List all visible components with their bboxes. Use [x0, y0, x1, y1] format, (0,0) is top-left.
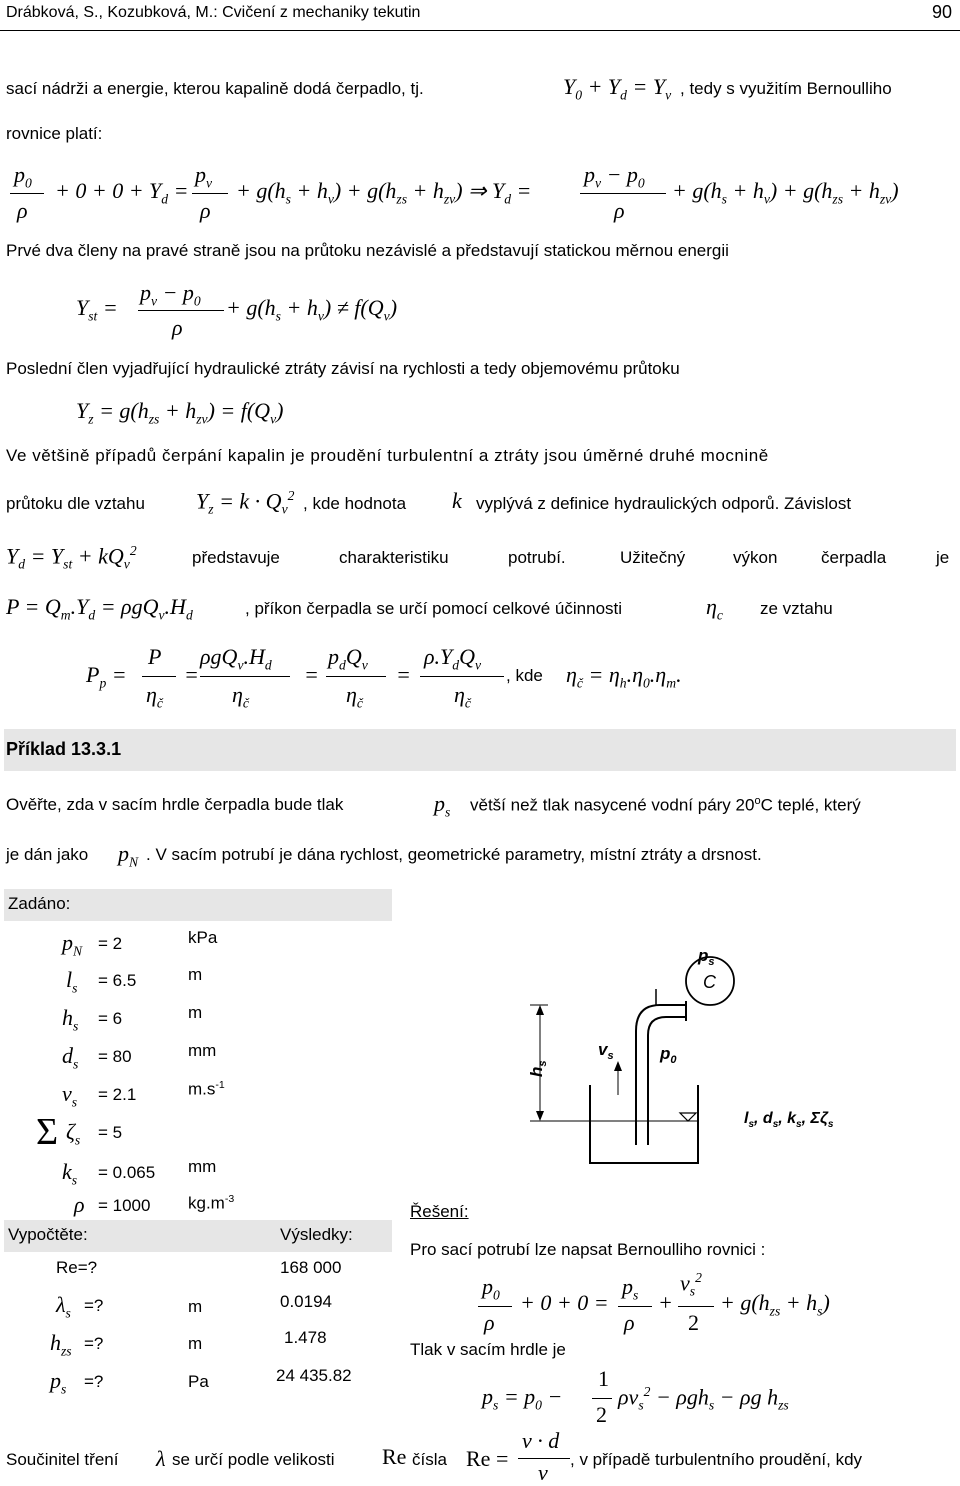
p0-label: $p_0$	[660, 1044, 677, 1066]
page-header	[0, 0, 960, 31]
page-number: 90	[931, 2, 952, 22]
paragraph-text: Užitečný	[620, 548, 686, 567]
equation-inline: λ	[156, 1446, 166, 1471]
paragraph-text: čísla	[412, 1450, 447, 1469]
equation-inline: $p_N$	[118, 841, 139, 870]
paragraph-text: vyplývá z definice hydraulických odporů. Závislost	[476, 494, 852, 513]
vs-label: $v_s$	[598, 1040, 614, 1062]
equation-inline: $P = Q_m.Y_d = \rho gQ_v.H_d$	[6, 594, 193, 623]
equation-inline: k	[452, 488, 462, 513]
paragraph-text: , kde hodnota	[303, 494, 407, 513]
paragraph-text: , příkon čerpadla se určí pomocí celkové účinnosti	[245, 599, 623, 618]
paragraph-text: se určí podle velikosti	[172, 1450, 335, 1469]
paragraph-text: průtoku dle vztahu	[6, 494, 145, 513]
pump-suction-diagram	[500, 945, 955, 1185]
equation-inline: Re	[382, 1444, 407, 1469]
paragraph-text: je dán jako	[6, 845, 89, 864]
paragraph-text: Pro sací potrubí lze napsat Bernoulliho rovnici :	[410, 1240, 766, 1259]
solution-title: Řešení:	[410, 1202, 469, 1221]
paragraph-text: výkon	[733, 548, 778, 567]
paragraph-text: sací nádrži a energie, kterou kapalině dodá čerpadlo, tj.	[6, 79, 424, 98]
paragraph-text: , v případě turbulentního proudění, kdy	[570, 1450, 863, 1469]
hs-label: $h_s$	[527, 1060, 549, 1077]
equation-inline: $p_s$	[434, 791, 451, 820]
paragraph-text: , tedy s využitím Bernoulliho	[680, 79, 892, 98]
c-label: C	[703, 972, 716, 992]
equation-inline: $\eta_c$	[706, 594, 723, 623]
paragraph-text: Prvé dva členy na pravé straně jsou na průtoku nezávislé a představují statickou měrnou energii	[6, 241, 729, 260]
example-header	[4, 729, 956, 771]
paragraph-text: Poslední člen vyjadřující hydraulické ztráty závisí na rychlosti a tedy objemovému průtoku	[6, 359, 680, 378]
paragraph-text: představuje	[192, 548, 280, 567]
paragraph-text: charakteristiku	[339, 548, 449, 567]
compute-header	[4, 1220, 392, 1252]
paragraph-text: rovnice platí:	[6, 124, 103, 143]
paragraph-text: čerpadla	[821, 548, 887, 567]
equation-inline: $Y_z = k \cdot Q_v^2$	[196, 488, 295, 517]
paragraph-text: Ve většině případů čerpání kapalin je proudění turbulentní a ztráty jsou úměrné druhé mocnině	[6, 446, 769, 465]
example-title: Příklad 13.3.1	[6, 739, 122, 759]
results-title: Výsledky:	[280, 1225, 353, 1244]
equation-inline: $Y_0 + Y_d = Y_v$	[563, 74, 672, 103]
given-header	[4, 889, 392, 921]
equation-inline: $Y_d = Y_{st} + kQ_v^2$	[6, 543, 137, 572]
paragraph-text: Součinitel tření	[6, 1450, 119, 1469]
ps-label: $p_s$	[698, 946, 715, 968]
paragraph-text: . V sacím potrubí je dána rychlost, geometrické parametry, místní ztráty a drsnost.	[146, 845, 762, 864]
paragraph-text: potrubí.	[508, 548, 566, 567]
paragraph-text: , kde	[506, 666, 543, 685]
legend-label: $l_s$, $d_s$, $k_s$, $\Sigma\zeta_s$	[744, 1110, 834, 1130]
given-title: Zadáno:	[8, 894, 71, 913]
paragraph-text: Tlak v sacím hrdle je	[410, 1340, 566, 1359]
paragraph-text: ze vztahu	[760, 599, 833, 618]
header-authors: Drábková, S., Kozubková, M.: Cvičení z mechaniky tekutin	[6, 4, 421, 21]
compute-title: Vypočtěte:	[8, 1225, 88, 1244]
paragraph-text: je	[936, 548, 950, 567]
paragraph-text: Ověřte, zda v sacím hrdle čerpadla bude tlak	[6, 795, 344, 814]
paragraph-text: větší než tlak nasycené vodní páry 20$^o$C teplé, který	[470, 795, 861, 815]
